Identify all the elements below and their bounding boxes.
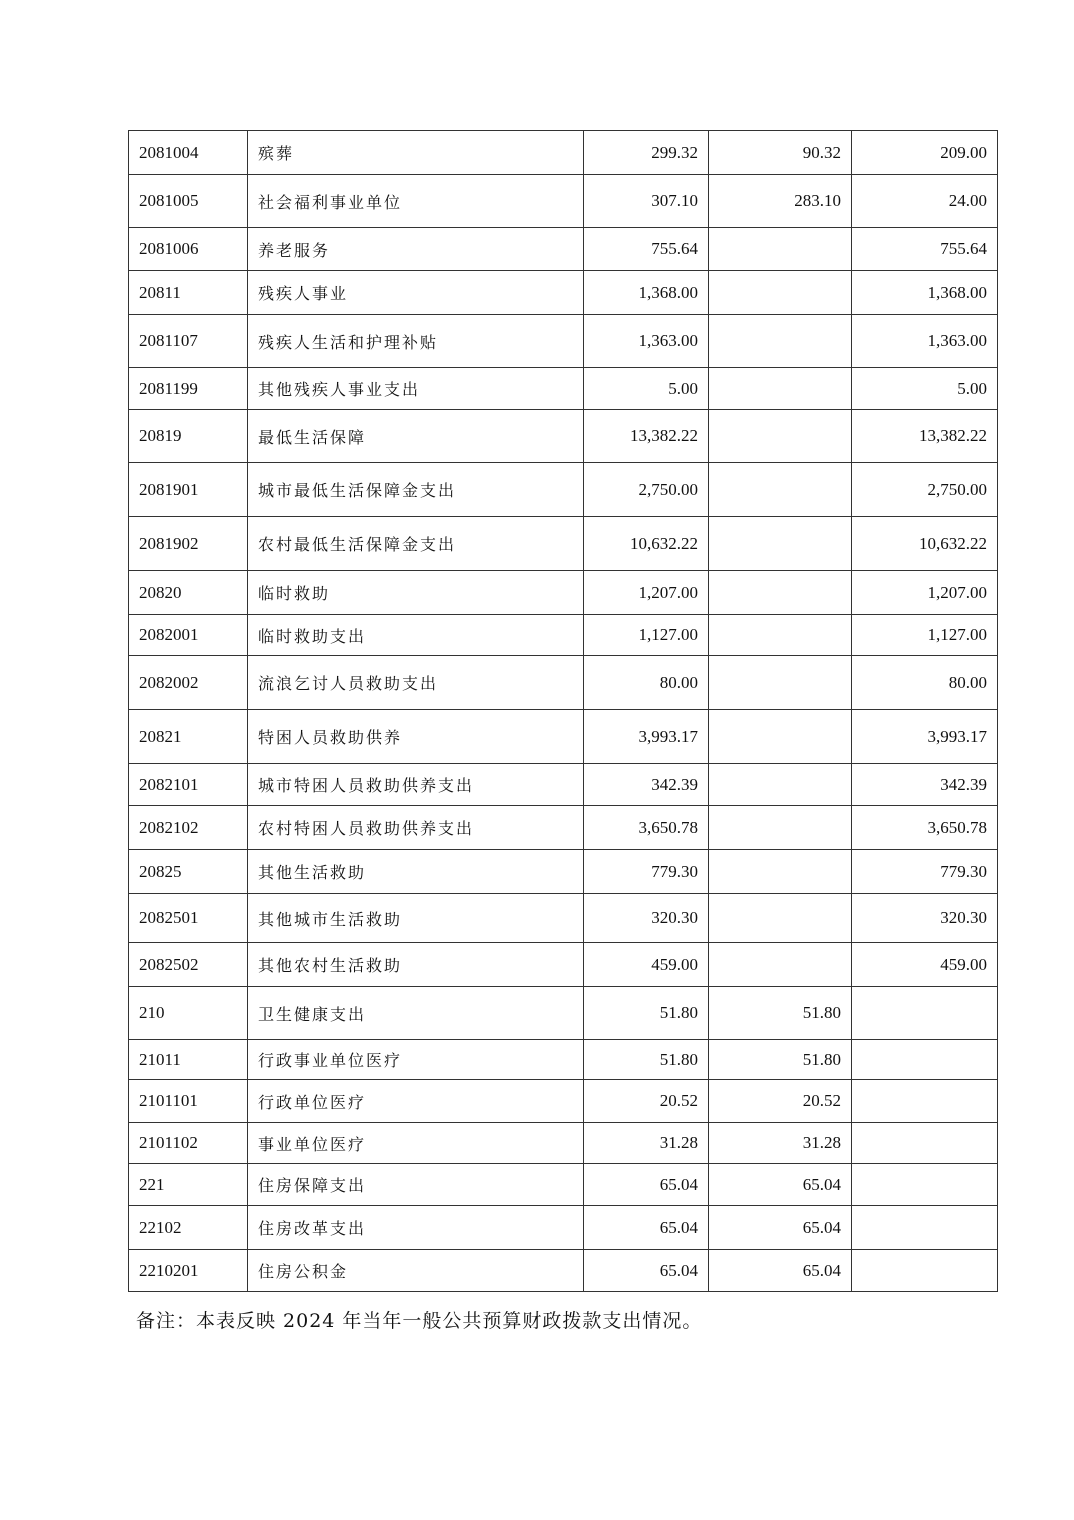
table-row	[129, 943, 998, 987]
row-name: 住房公积金	[248, 1250, 584, 1292]
row-basic	[709, 517, 852, 571]
table-row	[129, 764, 998, 806]
row-total: 13,382.22	[584, 410, 709, 463]
row-project: 10,632.22	[852, 517, 998, 571]
row-project: 779.30	[852, 850, 998, 894]
row-basic	[709, 271, 852, 315]
row-basic	[709, 410, 852, 463]
row-basic	[709, 463, 852, 517]
table-row	[129, 710, 998, 764]
row-total: 10,632.22	[584, 517, 709, 571]
row-project: 13,382.22	[852, 410, 998, 463]
row-total: 20.52	[584, 1080, 709, 1123]
row-code: 20811	[129, 271, 248, 315]
row-code: 2081199	[129, 368, 248, 410]
row-name: 城市特困人员救助供养支出	[248, 764, 584, 806]
row-total: 65.04	[584, 1206, 709, 1250]
row-basic: 90.32	[709, 131, 852, 175]
row-basic: 65.04	[709, 1250, 852, 1292]
row-total: 779.30	[584, 850, 709, 894]
row-name: 住房保障支出	[248, 1164, 584, 1206]
table-row	[129, 410, 998, 463]
row-name: 特困人员救助供养	[248, 710, 584, 764]
row-name: 临时救助	[248, 571, 584, 615]
row-code: 2101101	[129, 1080, 248, 1123]
row-total: 755.64	[584, 228, 709, 271]
row-code: 2082501	[129, 894, 248, 943]
row-project: 1,127.00	[852, 615, 998, 656]
row-code: 2081006	[129, 228, 248, 271]
row-name: 其他城市生活救助	[248, 894, 584, 943]
row-total: 65.04	[584, 1164, 709, 1206]
table-row	[129, 228, 998, 271]
table-row	[129, 517, 998, 571]
row-total: 51.80	[584, 1040, 709, 1080]
row-project: 3,650.78	[852, 806, 998, 850]
row-project: 80.00	[852, 656, 998, 710]
row-basic	[709, 943, 852, 987]
table-row	[129, 894, 998, 943]
row-project: 755.64	[852, 228, 998, 271]
row-project: 1,207.00	[852, 571, 998, 615]
row-code: 2081902	[129, 517, 248, 571]
row-name: 城市最低生活保障金支出	[248, 463, 584, 517]
row-name: 殡葬	[248, 131, 584, 175]
row-project: 459.00	[852, 943, 998, 987]
table-body	[129, 131, 998, 1292]
row-basic	[709, 228, 852, 271]
row-project: 2,750.00	[852, 463, 998, 517]
table-row	[129, 368, 998, 410]
table-row	[129, 271, 998, 315]
row-name: 其他农村生活救助	[248, 943, 584, 987]
row-basic: 20.52	[709, 1080, 852, 1123]
table-row	[129, 175, 998, 228]
row-name: 事业单位医疗	[248, 1123, 584, 1164]
row-code: 2101102	[129, 1123, 248, 1164]
row-total: 3,650.78	[584, 806, 709, 850]
row-code: 21011	[129, 1040, 248, 1080]
row-basic	[709, 894, 852, 943]
row-total: 307.10	[584, 175, 709, 228]
row-code: 22102	[129, 1206, 248, 1250]
row-name: 残疾人生活和护理补贴	[248, 315, 584, 368]
table-row	[129, 1080, 998, 1123]
row-project: 342.39	[852, 764, 998, 806]
row-basic	[709, 615, 852, 656]
row-code: 20825	[129, 850, 248, 894]
table-row	[129, 656, 998, 710]
row-total: 2,750.00	[584, 463, 709, 517]
row-basic	[709, 850, 852, 894]
row-project	[852, 1123, 998, 1164]
row-name: 临时救助支出	[248, 615, 584, 656]
table-row	[129, 463, 998, 517]
row-total: 31.28	[584, 1123, 709, 1164]
table-row	[129, 615, 998, 656]
row-total: 1,127.00	[584, 615, 709, 656]
row-code: 2082502	[129, 943, 248, 987]
row-code: 2081004	[129, 131, 248, 175]
row-name: 社会福利事业单位	[248, 175, 584, 228]
row-total: 51.80	[584, 987, 709, 1040]
row-basic: 51.80	[709, 987, 852, 1040]
table-row	[129, 571, 998, 615]
row-project	[852, 1164, 998, 1206]
row-code: 20820	[129, 571, 248, 615]
row-project	[852, 987, 998, 1040]
row-project	[852, 1250, 998, 1292]
row-total: 3,993.17	[584, 710, 709, 764]
row-name: 住房改革支出	[248, 1206, 584, 1250]
row-project: 24.00	[852, 175, 998, 228]
row-code: 20819	[129, 410, 248, 463]
row-basic	[709, 315, 852, 368]
table-row	[129, 131, 998, 175]
row-project: 1,363.00	[852, 315, 998, 368]
row-name: 卫生健康支出	[248, 987, 584, 1040]
table-row	[129, 315, 998, 368]
row-name: 残疾人事业	[248, 271, 584, 315]
row-project: 3,993.17	[852, 710, 998, 764]
row-basic: 65.04	[709, 1164, 852, 1206]
row-project: 209.00	[852, 131, 998, 175]
row-name: 流浪乞讨人员救助支出	[248, 656, 584, 710]
row-name: 行政事业单位医疗	[248, 1040, 584, 1080]
row-project: 1,368.00	[852, 271, 998, 315]
row-project	[852, 1080, 998, 1123]
row-name: 农村特困人员救助供养支出	[248, 806, 584, 850]
row-code: 2081901	[129, 463, 248, 517]
table-row	[129, 1164, 998, 1206]
row-total: 80.00	[584, 656, 709, 710]
row-basic	[709, 806, 852, 850]
row-total: 342.39	[584, 764, 709, 806]
table-row	[129, 1123, 998, 1164]
table-row	[129, 1040, 998, 1080]
row-total: 5.00	[584, 368, 709, 410]
row-total: 459.00	[584, 943, 709, 987]
row-project: 320.30	[852, 894, 998, 943]
budget-table	[128, 130, 998, 1292]
row-total: 299.32	[584, 131, 709, 175]
row-code: 2082002	[129, 656, 248, 710]
row-name: 养老服务	[248, 228, 584, 271]
row-project	[852, 1040, 998, 1080]
row-name: 行政单位医疗	[248, 1080, 584, 1123]
row-code: 2082102	[129, 806, 248, 850]
table-row	[129, 1206, 998, 1250]
table-row	[129, 850, 998, 894]
row-basic: 65.04	[709, 1206, 852, 1250]
row-name: 其他残疾人事业支出	[248, 368, 584, 410]
footnote: 备注：本表反映 2024 年当年一般公共预算财政拨款支出情况。	[136, 1310, 703, 1332]
row-basic: 31.28	[709, 1123, 852, 1164]
row-code: 2081005	[129, 175, 248, 228]
row-code: 210	[129, 987, 248, 1040]
row-basic: 51.80	[709, 1040, 852, 1080]
row-code: 2082101	[129, 764, 248, 806]
row-total: 320.30	[584, 894, 709, 943]
row-code: 2081107	[129, 315, 248, 368]
table-row	[129, 806, 998, 850]
row-basic	[709, 571, 852, 615]
row-project	[852, 1206, 998, 1250]
row-basic	[709, 710, 852, 764]
table-row	[129, 1250, 998, 1292]
row-total: 1,368.00	[584, 271, 709, 315]
row-basic	[709, 764, 852, 806]
row-total: 1,363.00	[584, 315, 709, 368]
row-name: 最低生活保障	[248, 410, 584, 463]
row-name: 其他生活救助	[248, 850, 584, 894]
row-name: 农村最低生活保障金支出	[248, 517, 584, 571]
row-total: 1,207.00	[584, 571, 709, 615]
row-project: 5.00	[852, 368, 998, 410]
row-basic	[709, 656, 852, 710]
row-code: 221	[129, 1164, 248, 1206]
row-code: 20821	[129, 710, 248, 764]
row-basic: 283.10	[709, 175, 852, 228]
row-code: 2210201	[129, 1250, 248, 1292]
row-total: 65.04	[584, 1250, 709, 1292]
row-basic	[709, 368, 852, 410]
row-code: 2082001	[129, 615, 248, 656]
table-row	[129, 987, 998, 1040]
